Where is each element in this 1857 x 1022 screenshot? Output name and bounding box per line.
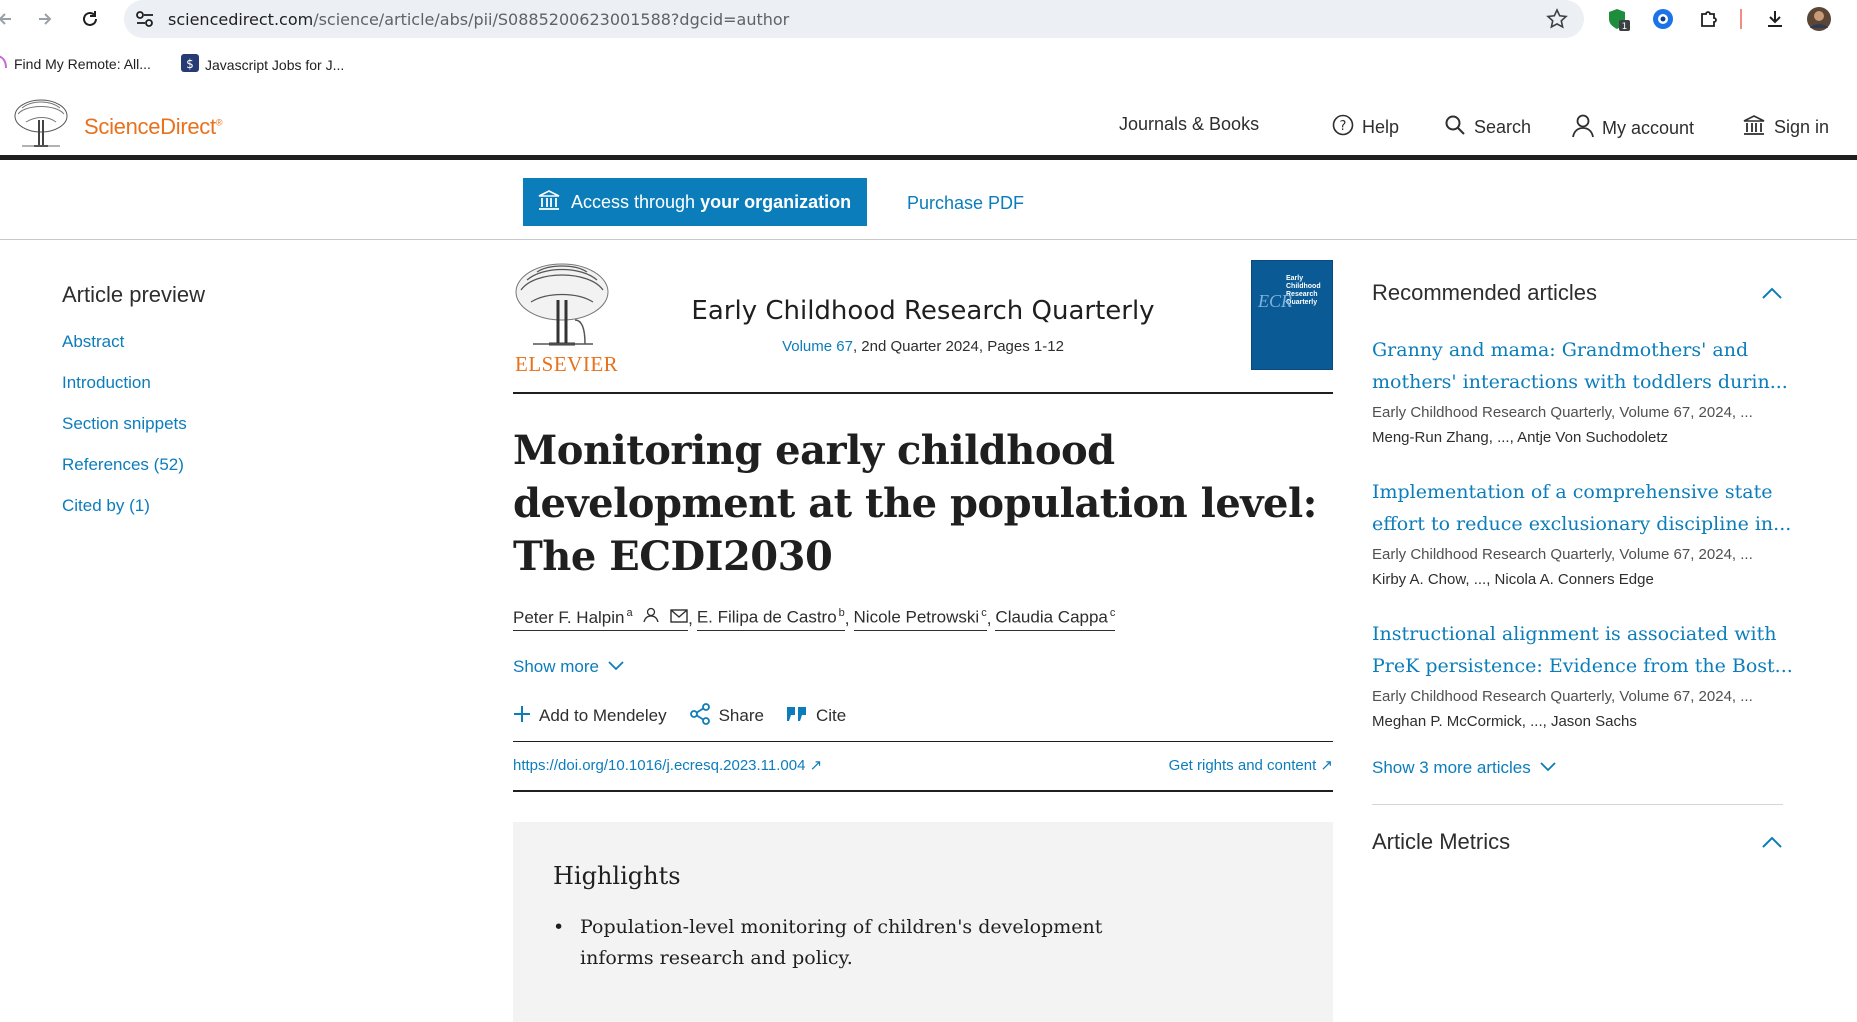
toc-title: Article preview	[62, 282, 206, 307]
back-icon[interactable]	[0, 6, 18, 32]
access-bar	[0, 165, 1857, 240]
divider	[1372, 804, 1783, 805]
bookmark-label: Find My Remote: All...	[14, 55, 151, 72]
bookmark-star-icon[interactable]	[1546, 8, 1568, 35]
extensions-puzzle-icon[interactable]	[1696, 6, 1722, 32]
share-label: Share	[718, 706, 764, 725]
help-label: Help	[1362, 117, 1400, 137]
brand-label: ScienceDirect	[84, 113, 216, 139]
rec-title-line: Granny and mama: Grandmothers' and	[1372, 339, 1749, 361]
issue-pages: , 2nd Quarter 2024, Pages 1-12	[852, 338, 1064, 355]
url-host: sciencedirect.com	[168, 10, 314, 29]
author-affiliation: b	[838, 607, 845, 620]
author-name: Peter F. Halpin	[513, 608, 625, 627]
rec-title-line: Implementation of a comprehensive state	[1372, 481, 1773, 503]
recommended-source: Early Childhood Research Quarterly, Volume 67, 2024, ...	[1372, 688, 1753, 705]
address-bar[interactable]	[124, 0, 1584, 38]
author-name: Claudia Cappa	[995, 607, 1108, 627]
recommended-article-title[interactable]	[1372, 618, 1793, 682]
author-link[interactable]	[513, 607, 688, 631]
elsevier-tree-icon	[12, 98, 70, 155]
svg-text:$: $	[186, 57, 194, 71]
user-icon	[643, 608, 659, 627]
search-label: Search	[1474, 117, 1532, 137]
highlights-section	[513, 822, 1333, 1022]
access-through-organization-button[interactable]	[523, 178, 867, 226]
purchase-pdf-link[interactable]: Purchase PDF	[907, 193, 1025, 213]
cover-title: Early Childhood Research Quarterly	[1286, 275, 1321, 306]
bookmark-find-my-remote[interactable]	[0, 54, 151, 73]
recommended-source: Early Childhood Research Quarterly, Volume 67, 2024, ...	[1372, 404, 1753, 421]
extension-eye-icon[interactable]	[1650, 6, 1676, 32]
sign-in-label: Sign in	[1774, 117, 1830, 137]
recommended-authors: Meng-Run Zhang, ..., Antje Von Suchodoletz	[1372, 429, 1669, 446]
search-link[interactable]	[1444, 114, 1531, 141]
show-more-articles-button[interactable]	[1372, 758, 1783, 778]
recommended-article-title[interactable]	[1372, 334, 1788, 398]
recommended-article	[1372, 476, 1792, 588]
author-link[interactable]	[697, 607, 845, 631]
journal-cover-image[interactable]	[1251, 260, 1333, 370]
elsevier-wordmark: ELSEVIER	[515, 352, 619, 376]
user-icon	[1572, 114, 1594, 143]
svg-text:?: ?	[1339, 119, 1347, 134]
author-affiliation: c	[981, 607, 987, 620]
sign-in-link[interactable]	[1742, 114, 1829, 141]
site-info-icon[interactable]	[134, 9, 156, 29]
recommended-authors: Meghan P. McCormick, ..., Jason Sachs	[1372, 713, 1637, 730]
author-list	[513, 607, 1333, 631]
author-separator: ,	[844, 609, 850, 628]
my-account-label: My account	[1602, 118, 1695, 138]
extension-badge-count: 1	[1621, 22, 1628, 32]
toc-references[interactable]: References (52)	[62, 455, 184, 474]
bookmark-label: Javascript Jobs for J...	[205, 56, 345, 73]
external-link-icon: ↗	[1320, 757, 1333, 774]
my-account-link[interactable]	[1572, 114, 1694, 143]
rec-title-line: PreK persistence: Evidence from the Bost...	[1372, 655, 1793, 677]
show-more-articles-label: Show 3 more articles	[1372, 758, 1531, 777]
author-name: Nicole Petrowski	[853, 607, 980, 627]
article-title: Monitoring early childhood development at the population level: The ECDI2030	[513, 427, 1317, 580]
rights-text: Get rights and content	[1168, 757, 1317, 774]
recommended-article	[1372, 618, 1793, 730]
forward-icon[interactable]	[32, 6, 58, 32]
toc-section-snippets[interactable]: Section snippets	[62, 414, 187, 433]
browser-toolbar	[0, 0, 1857, 38]
mendeley-label: Add to Mendeley	[539, 706, 667, 725]
bookmark-favicon-icon	[181, 54, 199, 75]
cite-button[interactable]	[786, 705, 846, 728]
highlights-list	[553, 912, 1293, 974]
access-prefix: Access through	[571, 191, 701, 212]
access-bold: your organization	[700, 191, 852, 212]
author-link[interactable]	[854, 607, 987, 631]
url-path: /science/article/abs/pii/S0885200623001588?dgcid=author	[313, 10, 790, 29]
highlights-title: Highlights	[553, 862, 681, 890]
journal-title-link[interactable]: Early Childhood Research Quarterly	[691, 296, 1155, 326]
site-header	[0, 88, 1857, 160]
recommended-title: Recommended articles	[1372, 280, 1597, 305]
author-name: E. Filipa de Castro	[696, 607, 837, 627]
bookmark-favicon-icon	[0, 54, 8, 73]
url-text[interactable]	[168, 10, 789, 29]
toolbar-separator	[1740, 9, 1742, 29]
chevron-down-icon	[607, 657, 625, 677]
doi-row	[513, 741, 1333, 792]
author-separator: ,	[986, 609, 992, 628]
journals-books-label: Journals & Books	[1119, 114, 1260, 134]
download-icon[interactable]	[1762, 6, 1788, 32]
author-separator: ,	[688, 609, 693, 628]
rec-title-line: mothers' interactions with toddlers durin...	[1372, 371, 1788, 393]
plus-icon	[513, 705, 531, 728]
article-actions	[513, 701, 1333, 731]
extension-shield-icon[interactable]	[1606, 6, 1632, 32]
chevron-down-icon	[1539, 758, 1557, 778]
recommended-article	[1372, 334, 1788, 446]
chevron-up-icon[interactable]	[1761, 280, 1783, 306]
help-link[interactable]	[1332, 114, 1399, 141]
email-icon	[670, 608, 688, 627]
cite-label: Cite	[815, 706, 847, 725]
rec-title-line: Instructional alignment is associated with	[1372, 623, 1777, 645]
article-metrics-header[interactable]	[1372, 829, 1783, 855]
quote-icon	[786, 705, 808, 728]
institution-icon	[1742, 114, 1766, 141]
article-main	[513, 258, 1333, 1022]
author-affiliation: a	[626, 607, 633, 620]
profile-avatar[interactable]	[1806, 6, 1832, 32]
doi-text: https://doi.org/10.1016/j.ecresq.2023.11.004	[513, 757, 806, 774]
recommended-source: Early Childhood Research Quarterly, Volume 67, 2024, ...	[1372, 546, 1753, 563]
get-rights-link[interactable]	[1169, 756, 1333, 774]
bookmarks-bar	[0, 46, 1857, 82]
recommended-article-title[interactable]	[1372, 476, 1792, 540]
show-more-button[interactable]	[513, 657, 1333, 677]
show-more-label: Show more	[513, 657, 599, 676]
toc-introduction[interactable]: Introduction	[62, 373, 151, 392]
toc-abstract[interactable]: Abstract	[62, 332, 125, 351]
journals-books-link[interactable]	[1119, 114, 1259, 135]
author-affiliation: c	[1109, 607, 1116, 620]
volume-link[interactable]: Volume 67	[782, 338, 853, 355]
article-metrics-title: Article Metrics	[1372, 829, 1511, 854]
highlight-item: • Population-level monitoring of children's development informs research and policy.	[553, 912, 1173, 974]
brand-registered-mark: ®	[215, 117, 223, 128]
cover-mark: ECR	[1258, 291, 1292, 311]
bookmark-javascript-jobs[interactable]	[181, 54, 344, 75]
brand-name	[84, 114, 222, 140]
recommended-panel	[1372, 280, 1793, 855]
external-link-icon: ↗	[809, 757, 823, 774]
access-button-label	[571, 192, 851, 213]
reload-icon[interactable]	[77, 6, 103, 32]
recommended-header[interactable]	[1372, 280, 1783, 306]
sciencedirect-logo[interactable]	[12, 98, 222, 155]
toc-cited-by[interactable]: Cited by (1)	[62, 496, 150, 515]
author-link[interactable]	[995, 607, 1115, 631]
doi-link[interactable]	[513, 756, 822, 774]
add-to-mendeley-button[interactable]	[513, 705, 667, 728]
institution-icon	[537, 189, 561, 216]
rec-title-line: effort to reduce exclusionary discipline in...	[1372, 513, 1792, 535]
journal-meta	[513, 338, 1333, 355]
share-button[interactable]	[689, 703, 764, 730]
journal-header	[513, 258, 1333, 394]
article-preview-toc	[62, 282, 362, 537]
search-icon	[1444, 114, 1466, 141]
help-icon	[1332, 114, 1354, 141]
share-icon	[689, 703, 711, 730]
recommended-authors: Kirby A. Chow, ..., Nicola A. Conners Edge	[1372, 571, 1654, 588]
chevron-up-icon[interactable]	[1761, 829, 1783, 855]
